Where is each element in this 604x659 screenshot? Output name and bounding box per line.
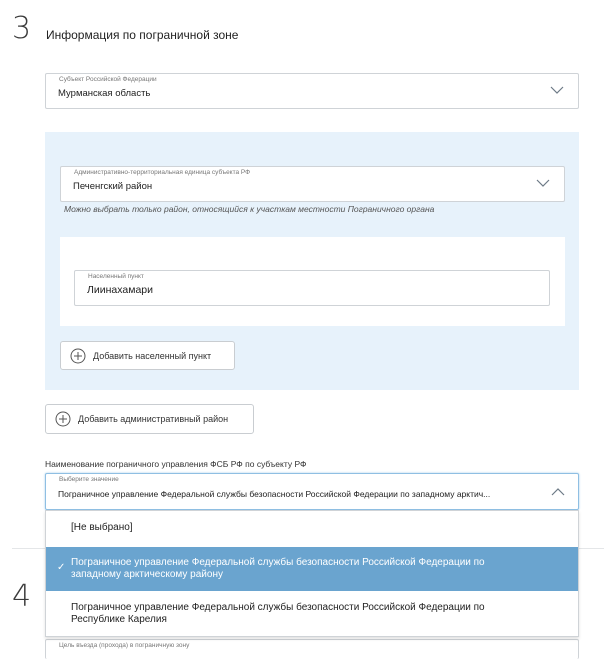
settlement-input-label: Населенный пункт (88, 273, 144, 280)
dropdown-option-selected[interactable] (46, 547, 578, 591)
option-text: западному арктическому району (71, 569, 223, 580)
add-district-label: Добавить административный район (78, 414, 229, 424)
plus-circle-icon (55, 411, 71, 427)
subject-select-label: Субъект Российской Федерации (59, 76, 157, 83)
entry-purpose-select[interactable] (45, 639, 579, 659)
dropdown-option[interactable] (46, 591, 578, 637)
admin-unit-hint: Можно выбрать только район, относящийся к участкам местности Пограничного органа (64, 204, 435, 214)
option-text: [Не выбрано] (71, 522, 133, 533)
border-dept-select[interactable] (45, 473, 579, 510)
option-text: Республике Карелия (71, 614, 167, 625)
border-dept-select-label: Выберите значение (59, 476, 119, 483)
admin-unit-select-label: Административно-территориальная единица субъекта РФ (74, 169, 251, 176)
settlement-input[interactable] (74, 270, 550, 306)
chevron-down-icon[interactable] (536, 179, 550, 188)
add-settlement-label: Добавить населенный пункт (93, 350, 212, 361)
checkmark-icon: ✓ (57, 562, 66, 573)
admin-unit-select[interactable] (60, 166, 565, 202)
settlement-input-value: Лиинахамари (87, 284, 153, 296)
border-dept-heading: Наименование пограничного управления ФСБ РФ по субъекту РФ (45, 459, 307, 469)
plus-circle-icon (70, 348, 86, 364)
subject-select-value: Мурманская область (58, 88, 151, 99)
entry-purpose-label: Цель въезда (прохода) в пограничную зону (59, 642, 190, 649)
section-title: Информация по пограничной зоне (46, 28, 239, 42)
dropdown-option[interactable] (46, 511, 578, 547)
border-dept-select-value: Пограничное управление Федеральной службы безопасности Российской Федерации по западному арктич... (58, 489, 491, 499)
add-district-button[interactable] (45, 404, 254, 434)
chevron-down-icon[interactable] (550, 86, 564, 95)
chevron-up-icon[interactable] (551, 487, 565, 496)
subject-select[interactable] (45, 73, 579, 109)
option-text: Пограничное управление Федеральной службы безопасности Российской Федерации по (71, 557, 485, 568)
admin-unit-select-value: Печенгский район (73, 181, 153, 192)
add-settlement-button[interactable] (60, 341, 235, 370)
step-number-3: 3 (12, 11, 32, 46)
option-text: Пограничное управление Федеральной службы безопасности Российской Федерации по (71, 602, 485, 613)
border-dept-dropdown (45, 510, 579, 637)
step-number-4: 4 (12, 579, 32, 614)
